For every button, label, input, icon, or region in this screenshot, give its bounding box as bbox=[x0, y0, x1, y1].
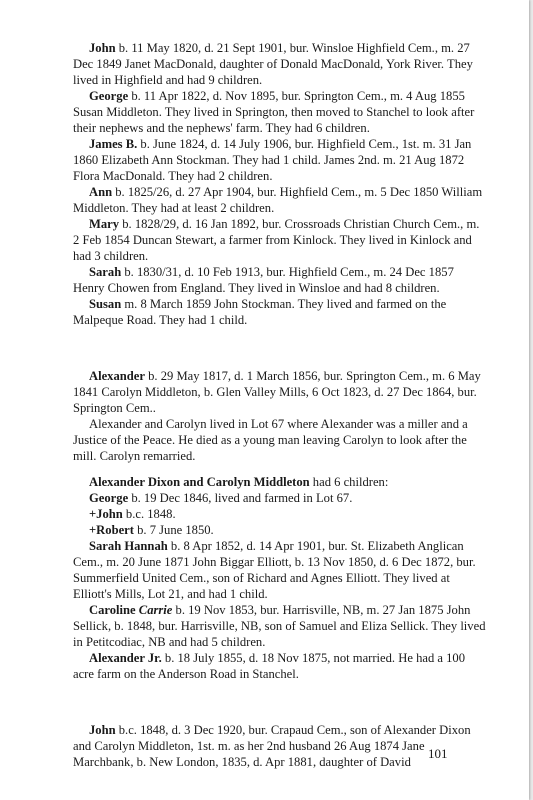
entry-james: James B. b. June 1824, d. 14 July 1906, bur. Highfield Cem., 1st. m. 31 Jan 1860 Elizabeth Ann Stockman. They had 1 child. James 2nd. m. 21 Aug 1872 Flora MacDonald. They had 2 children. bbox=[73, 137, 472, 183]
entry-george: George b. 11 Apr 1822, d. Nov 1895, bur. Springton Cem., m. 4 Aug 1855 Susan Middleton. They lived in Springton, then moved to Stanchel to look after their nephews and the nephews' farm. They had 6 children. bbox=[73, 89, 475, 135]
entry-name: Mary bbox=[89, 217, 120, 231]
entry-mary: Mary b. 1828/29, d. 16 Jan 1892, bur. Crossroads Christian Church Cem., m. 2 Feb 1854 Duncan Stewart, a farmer from Kinlock. They lived in Kinlock and had 3 children. bbox=[73, 217, 480, 263]
entry-sarah: Sarah b. 1830/31, d. 10 Feb 1913, bur. Highfield Cem., m. 24 Dec 1857 Henry Chowen from England. They lived in Winsloe and had 8 children. bbox=[73, 265, 454, 295]
children-heading: Alexander Dixon and Carolyn Middleton had 6 children: bbox=[89, 475, 389, 489]
narrative-paragraph: Alexander and Carolyn lived in Lot 67 where Alexander was a miller and a Justice of the Peace. He died as a young man leaving Carolyn to look after the mill. Carolyn remarried. bbox=[73, 417, 468, 463]
entry-susan: Susan m. 8 March 1859 John Stockman. They lived and farmed on the Malpeque Road. They had 1 child. bbox=[73, 297, 447, 327]
entry-name: Sarah bbox=[89, 265, 122, 279]
entry-name: Alexander bbox=[89, 369, 145, 383]
child-alexander-jr: Alexander Jr. b. 18 July 1855, d. 18 Nov 1875, not married. He had a 100 acre farm on the Anderson Road in Stanchel. bbox=[73, 651, 466, 681]
child-robert: +Robert b. 7 June 1850. bbox=[89, 523, 214, 537]
page-body bbox=[73, 40, 487, 770]
entry-name: Caroline bbox=[89, 603, 139, 617]
page-number: 101 bbox=[428, 746, 448, 761]
entry-john-continued: John b.c. 1848, d. 3 Dec 1920, bur. Crapaud Cem., son of Alexander Dixon and Carolyn Middleton, 1st. m. as her 2nd husband 26 Aug 1874 Jane Marchbank, b. New London, 1835, d. Apr 1881, daughter of David bbox=[73, 723, 471, 769]
entry-name: Ann bbox=[89, 185, 113, 199]
child-john: +John b.c. 1848. bbox=[89, 507, 176, 521]
child-george: George b. 19 Dec 1846, lived and farmed in Lot 67. bbox=[89, 491, 353, 505]
entry-name: +Robert bbox=[89, 523, 134, 537]
entry-name: Sarah Hannah bbox=[89, 539, 168, 553]
entry-nickname: Carrie bbox=[138, 603, 173, 617]
entry-name: John bbox=[89, 723, 116, 737]
entry-name: +John bbox=[89, 507, 123, 521]
entry-alexander: Alexander b. 29 May 1817, d. 1 March 1856, bur. Springton Cem., m. 6 May 1841 Carolyn Middleton, b. Glen Valley Mills, 6 Oct 1823, d. 27 Dec 1864, bur. Springton Cem.. bbox=[73, 369, 481, 415]
entry-name: Susan bbox=[89, 297, 122, 311]
entry-name: George bbox=[89, 89, 129, 103]
entry-name: George bbox=[89, 491, 129, 505]
child-sarah-hannah: Sarah Hannah b. 8 Apr 1852, d. 14 Apr 1901, bur. St. Elizabeth Anglican Cem., m. 20 June 1871 John Biggar Elliott, b. 13 Nov 1850, d. 6 Dec 1872, bur. Summerfield United Cem., son of Richard and Agnes Elliott. They lived at Elliott's Mills, Lot 21, and had 1 child. bbox=[73, 539, 476, 601]
entry-john: John b. 11 May 1820, d. 21 Sept 1901, bur. Winsloe Highfield Cem., m. 27 Dec 1849 Janet MacDonald, daughter of Donald MacDonald, York River. They lived in Highfield and had 9 children. bbox=[73, 41, 473, 87]
entry-name: Alexander Jr. bbox=[89, 651, 162, 665]
entry-ann: Ann b. 1825/26, d. 27 Apr 1904, bur. Highfield Cem., m. 5 Dec 1850 William Middleton. They had at least 2 children. bbox=[73, 185, 483, 215]
child-caroline: Caroline Carrie b. 19 Nov 1853, bur. Harrisville, NB, m. 27 Jan 1875 John Sellick, b. 1848, bur. Harrisville, NB, son of Samuel and Eliza Sellick. They lived in Petitcodiac, NB and had 5 children. bbox=[73, 603, 486, 649]
entry-name: John bbox=[89, 41, 116, 55]
entry-name: James B. bbox=[89, 137, 138, 151]
entry-name: Alexander Dixon and Carolyn Middleton bbox=[89, 475, 310, 489]
